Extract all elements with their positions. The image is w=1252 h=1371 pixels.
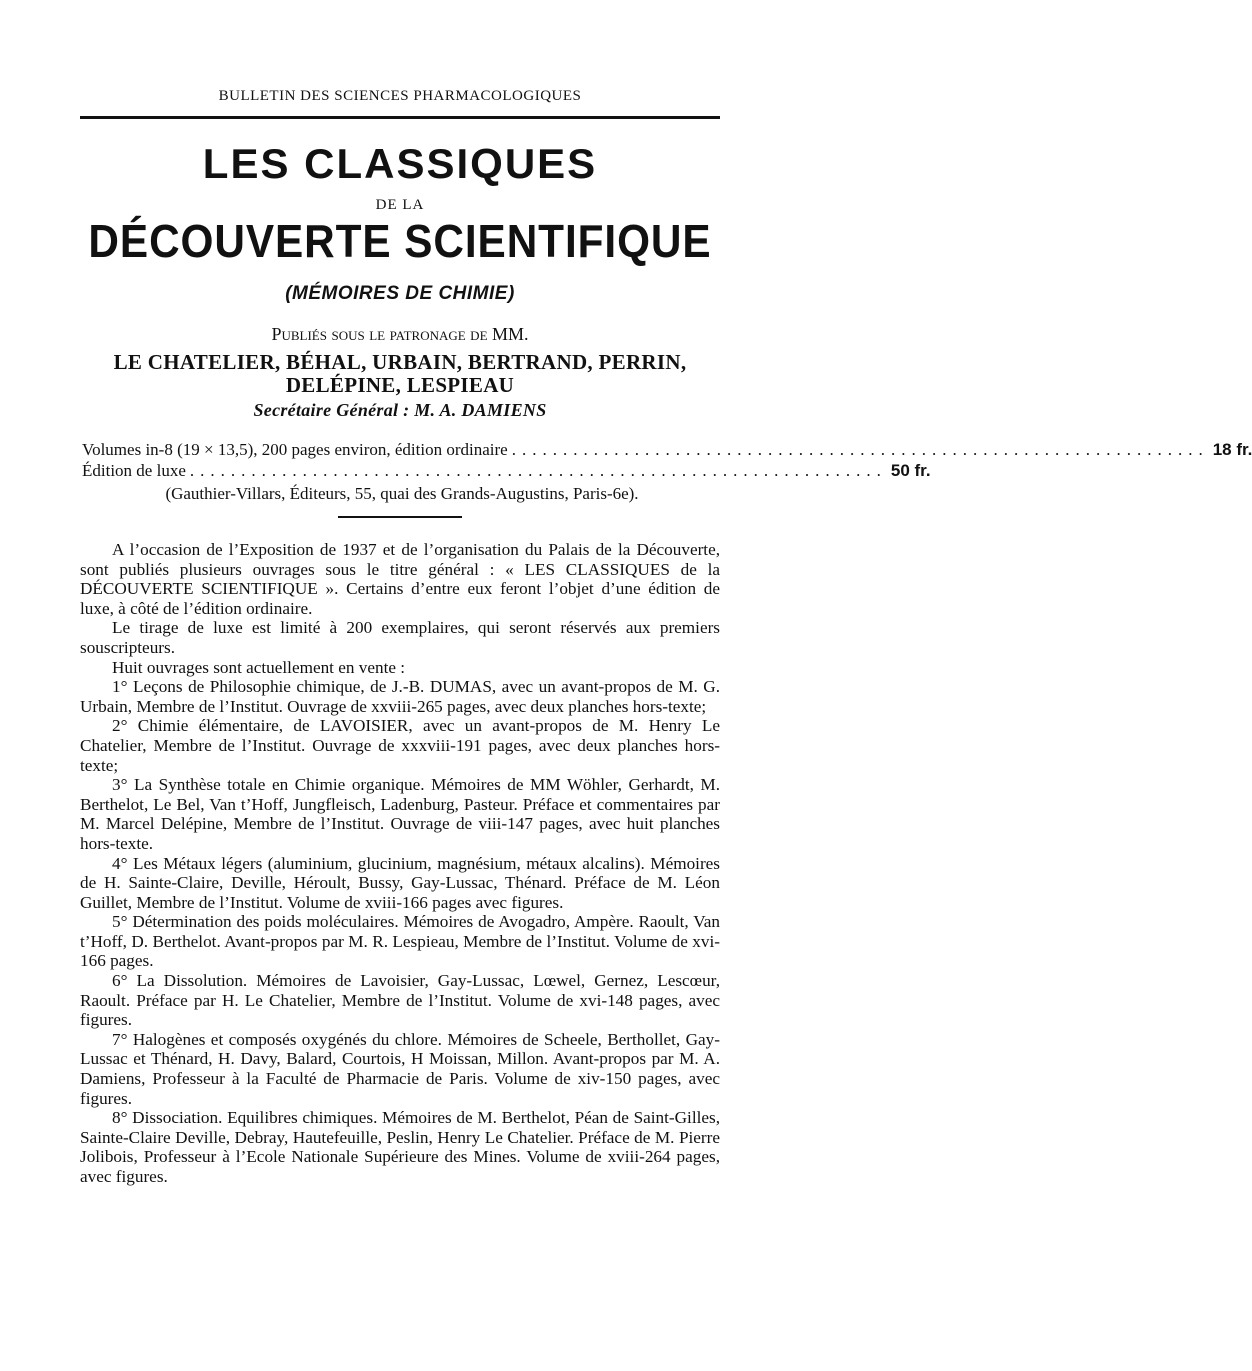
- running-title: BULLETIN DES SCIENCES PHARMACOLOGIQUES: [218, 88, 582, 104]
- price-ordinary-label: Volumes in-8 (19 × 13,5), 200 pages environ, édition ordinaire: [82, 440, 508, 459]
- header-rule: [80, 116, 720, 119]
- work-item: 1° Leçons de Philosophie chimique, de J.-B. DUMAS, avec un avant-propos de M. G. Urbain, Membre de l’Institut. Ouvrage de xxviii-265 pages, avec deux planches hors-texte;: [80, 677, 720, 716]
- work-item: 5° Détermination des poids moléculaires. Mémoires de Avogadro, Ampère. Raoult, Van t’Hoff, D. Berthelot. Avant-propos par M. R. Lespieau, Membre de l’Institut. Volume de xvi-166 pages.: [80, 912, 720, 971]
- title-de-la: DE LA: [375, 197, 425, 213]
- price-ordinary-value: 18 fr.: [1212, 440, 1252, 459]
- work-item: 7° Halogènes et composés oxygénés du chlore. Mémoires de Scheele, Berthollet, Gay-Lussac et Thénard, H. Davy, Balard, Courtois, H Moissan, Millon. Avant-propos par M. A. Damiens, Professeur à la Faculté de Pharmacie de Paris. Volume de xiv-150 pages, avec figures.: [80, 1029, 720, 1108]
- title-line-1: LES CLASSIQUES: [202, 140, 598, 187]
- secretary-general: Secrétaire Général : M. A. DAMIENS: [253, 400, 547, 420]
- patron-names-line-1: LE CHATELIER, BÉHAL, URBAIN, BERTRAND, PERRIN,: [113, 350, 687, 374]
- work-item: 2° Chimie élémentaire, de LAVOISIER, avec un avant-propos de M. Henry Le Chatelier, Membre de l’Institut. Ouvrage de xxxviii-191 pages, avec deux planches hors-texte;: [80, 716, 720, 775]
- body-text: [80, 540, 720, 1187]
- paragraph-luxe-note: Le tirage de luxe est limité à 200 exemplaires, qui seront réservés aux premiers souscripteurs.: [80, 618, 720, 657]
- work-item: 4° Les Métaux légers (aluminium, glucinium, magnésium, métaux alcalins). Mémoires de H. Sainte-Claire, Deville, Héroult, Bussy, Gay-Lussac, Thénard. Préface de M. Léon Guillet, Membre de l’Institut. Volume de xviii-166 pages avec figures.: [80, 853, 720, 912]
- subtitle: (MÉMOIRES DE CHIMIE): [285, 283, 515, 304]
- paragraph-intro: A l’occasion de l’Exposition de 1937 et de l’organisation du Palais de la Découverte, sont publiés plusieurs ouvrages sous le titre général : « LES CLASSIQUES de la DÉCOUVERTE SCIENTIFIQUE ». Certains d’entre eux feront l’objet d’une édition de luxe, à côté de l’édition ordinaire.: [80, 540, 720, 618]
- price-ordinary: [82, 440, 1252, 460]
- price-luxe: [82, 461, 931, 481]
- section-rule: [338, 516, 462, 518]
- leader-dots: ....................................................................: [511, 440, 1209, 459]
- work-item: 6° La Dissolution. Mémoires de Lavoisier, Gay-Lussac, Lœwel, Gernez, Lescœur, Raoult. Préface par H. Le Chatelier, Membre de l’Institut. Volume de xvi-148 pages, avec figures.: [80, 971, 720, 1030]
- patron-names-line-2: DELÉPINE, LESPIEAU: [285, 373, 515, 397]
- price-luxe-label: Édition de luxe: [82, 461, 186, 480]
- work-item: 8° Dissociation. Equilibres chimiques. Mémoires de M. Berthelot, Péan de Saint-Gilles, Sainte-Claire Deville, Debray, Hautefeuille, Peslin, Henry Le Chatelier. Préface de M. Pierre Jolibois, Professeur à l’Ecole Nationale Supérieure des Mines. Volume de xviii-264 pages, avec figures.: [80, 1108, 720, 1186]
- paragraph-eight-works: Huit ouvrages sont actuellement en vente :: [112, 657, 406, 677]
- patronage-intro: Publiés sous le patronage de MM.: [271, 324, 529, 344]
- title-line-2: DÉCOUVERTE SCIENTIFIQUE: [88, 215, 712, 267]
- work-item: 3° La Synthèse totale en Chimie organique. Mémoires de MM Wöhler, Gerhardt, M. Berthelot, Le Bel, Van t’Hoff, Jungfleisch, Ladenburg, Pasteur. Préface et commentaires par M. Marcel Delépine, Membre de l’Institut. Ouvrage de viii-147 pages, avec huit planches hors-texte.: [80, 775, 720, 853]
- leader-dots: ....................................................................: [189, 461, 887, 480]
- price-luxe-value: 50 fr.: [890, 461, 931, 480]
- publisher-line: (Gauthier-Villars, Éditeurs, 55, quai des Grands-Augustins, Paris-6e).: [165, 484, 639, 503]
